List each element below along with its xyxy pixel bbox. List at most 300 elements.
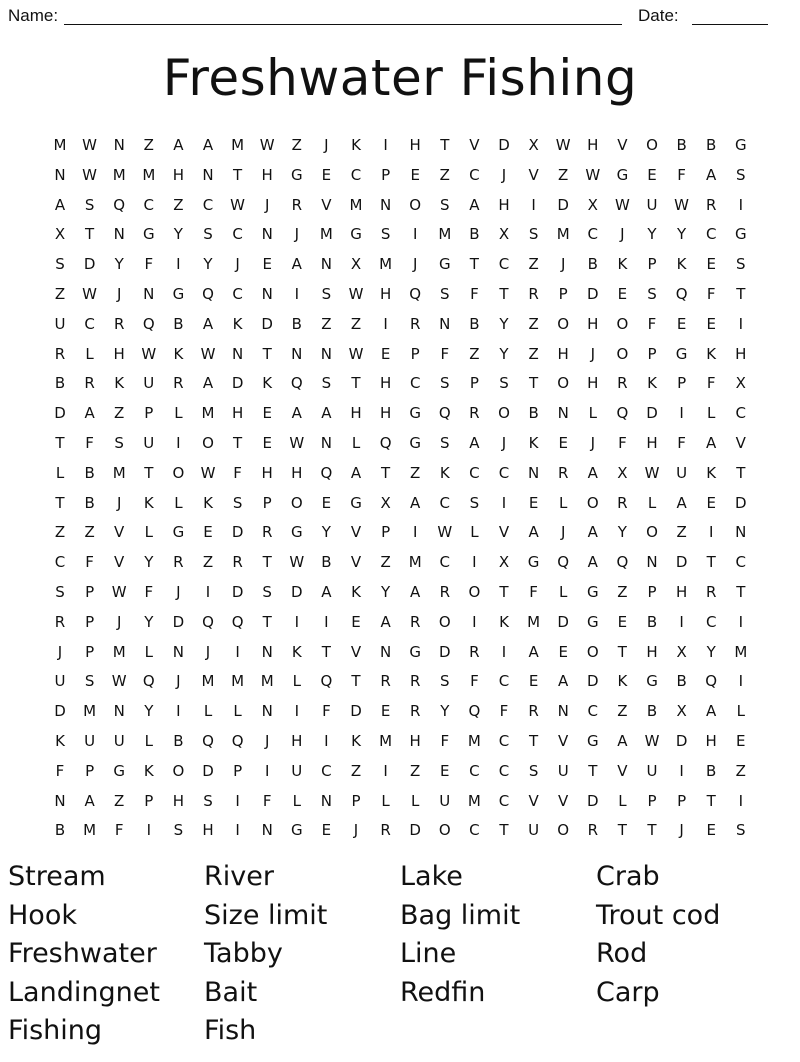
grid-letter: E [558, 642, 568, 661]
grid-letter: W [111, 583, 127, 601]
grid-letter: N [261, 285, 273, 303]
grid-letter: Z [114, 791, 125, 810]
grid-letter: Z [54, 523, 66, 542]
grid-letter: R [113, 314, 125, 333]
grid-letter: K [203, 493, 213, 512]
grid-letter: P [647, 791, 657, 810]
grid-letter: N [557, 702, 569, 721]
grid-letter: D [557, 195, 569, 214]
word-bank-item: Tabby [204, 938, 283, 970]
grid-letter: C [84, 314, 95, 333]
grid-letter: P [677, 791, 687, 810]
grid-letter: O [557, 314, 570, 333]
grid-letter: M [467, 732, 481, 750]
grid-letter: Z [676, 523, 687, 542]
grid-letter: S [380, 225, 391, 244]
grid-letter: H [587, 374, 599, 393]
grid-letter: D [54, 702, 66, 721]
grid-letter: S [262, 583, 272, 601]
grid-letter: L [144, 732, 153, 750]
grid-letter: I [176, 702, 181, 721]
grid-letter: A [558, 672, 569, 691]
grid-letter: I [294, 702, 300, 721]
grid-letter: Z [380, 553, 391, 572]
grid-letter: P [647, 255, 657, 274]
grid-letter: T [736, 463, 746, 482]
word-bank-item: Bag limit [400, 899, 521, 931]
grid-letter: S [173, 821, 184, 840]
grid-letter: F [144, 255, 154, 274]
grid-row [45, 815, 755, 845]
grid-letter: T [499, 285, 509, 303]
grid-letter: K [55, 732, 65, 750]
grid-letter: F [499, 702, 509, 721]
grid-letter: H [646, 642, 658, 661]
grid-letter: N [231, 344, 244, 363]
grid-letter: O [438, 821, 451, 840]
grid-letter: Q [142, 672, 155, 691]
grid-letter: E [262, 434, 272, 452]
grid-letter: A [706, 702, 717, 721]
grid-letter: R [291, 195, 303, 214]
grid-letter: L [411, 791, 420, 810]
grid-letter: S [440, 285, 450, 303]
grid-letter: T [233, 434, 243, 452]
grid-letter: B [646, 612, 658, 631]
grid-letter: A [380, 612, 391, 631]
grid-letter: S [736, 165, 746, 184]
grid-letter: F [144, 583, 154, 601]
grid-letter: B [291, 314, 302, 333]
grid-letter: Q [202, 732, 214, 750]
grid-letter: K [114, 374, 125, 393]
grid-letter: H [409, 732, 421, 750]
grid-letter: L [55, 463, 65, 482]
grid-letter: X [587, 195, 598, 214]
grid-letter: T [588, 761, 598, 780]
grid-letter: C [498, 732, 510, 750]
grid-letter: A [202, 374, 214, 393]
word-bank-item: Trout cod [596, 899, 721, 931]
grid-letter: H [291, 463, 303, 482]
grid-letter: S [440, 434, 450, 452]
grid-letter: Y [381, 583, 391, 601]
grid-letter: L [618, 791, 627, 810]
grid-letter: V [321, 195, 332, 214]
grid-letter: U [143, 434, 155, 452]
grid-letter: J [205, 642, 211, 661]
grid-letter: F [677, 434, 686, 452]
grid-letter: A [410, 493, 421, 512]
grid-letter: W [230, 195, 246, 214]
grid-letter: Y [144, 612, 154, 631]
word-bank-item: Bait [204, 976, 258, 1008]
grid-letter: X [498, 553, 510, 572]
grid-letter: U [528, 821, 540, 840]
grid-letter: I [679, 404, 684, 423]
grid-letter: Z [321, 314, 332, 333]
grid-letter: B [646, 702, 658, 721]
grid-letter: X [350, 255, 362, 274]
grid-letter: P [469, 374, 479, 393]
word-bank [8, 858, 792, 1058]
word-bank-item: Size limit [204, 899, 328, 931]
grid-letter: S [321, 285, 332, 303]
grid-letter: R [409, 702, 421, 721]
grid-letter: P [144, 791, 154, 810]
grid-letter: N [557, 404, 569, 423]
grid-letter: M [260, 672, 274, 691]
grid-letter: D [261, 314, 273, 333]
grid-letter: Z [143, 136, 154, 154]
grid-letter: L [174, 404, 183, 423]
grid-letter: Z [558, 165, 569, 184]
grid-letter: Q [113, 195, 126, 214]
grid-letter: G [172, 285, 185, 303]
grid-letter: R [439, 583, 451, 601]
grid-letter: O [616, 344, 629, 363]
grid-letter: N [54, 791, 66, 810]
word-bank-item: River [204, 861, 274, 892]
grid-row [45, 368, 755, 398]
grid-letter: N [320, 434, 332, 452]
grid-letter: R [380, 672, 391, 691]
grid-letter: Q [409, 285, 422, 303]
grid-letter: R [469, 404, 480, 423]
grid-letter: F [440, 344, 450, 363]
grid-letter: K [291, 642, 302, 661]
grid-letter: G [409, 434, 421, 452]
grid-letter: X [380, 493, 391, 512]
grid-letter: H [172, 165, 185, 184]
grid-letter: N [291, 344, 303, 363]
grid-letter: K [232, 314, 243, 333]
grid-letter: S [321, 374, 332, 393]
grid-letter: Q [468, 702, 481, 721]
grid-letter: O [172, 463, 185, 482]
grid-letter: R [528, 702, 539, 721]
grid-letter: N [735, 523, 747, 542]
grid-letter: U [557, 761, 569, 780]
grid-letter: R [409, 612, 421, 631]
grid-letter: L [85, 344, 94, 363]
grid-letter: G [586, 732, 599, 750]
grid-letter: E [380, 344, 391, 363]
grid-letter: C [54, 553, 66, 572]
grid-letter: X [735, 374, 746, 393]
grid-row [45, 547, 755, 577]
grid-letter: I [176, 434, 181, 452]
grid-letter: V [528, 791, 539, 810]
grid-letter: W [82, 285, 98, 303]
grid-letter: E [321, 821, 332, 840]
grid-letter: O [646, 523, 658, 542]
grid-letter: F [55, 761, 65, 780]
grid-letter: F [470, 672, 479, 691]
grid-letter: T [262, 344, 272, 363]
grid-letter: S [440, 195, 450, 214]
grid-letter: M [112, 642, 126, 661]
grid-letter: C [202, 195, 214, 214]
grid-letter: S [469, 493, 480, 512]
grid-letter: G [290, 523, 303, 542]
grid-letter: V [350, 553, 362, 572]
grid-letter: T [351, 672, 361, 691]
grid-letter: U [291, 761, 303, 780]
grid-letter: E [676, 314, 687, 333]
grid-letter: T [55, 434, 65, 452]
grid-letter: I [472, 553, 477, 572]
grid-letter: Z [291, 136, 302, 154]
grid-letter: O [646, 136, 658, 154]
grid-letter: J [116, 285, 122, 303]
grid-letter: C [498, 761, 510, 780]
grid-letter: D [231, 583, 244, 601]
grid-letter: L [381, 791, 390, 810]
grid-row [45, 398, 755, 428]
grid-letter: J [620, 225, 625, 244]
grid-letter: S [499, 374, 509, 393]
grid-letter: K [617, 672, 628, 691]
grid-letter: R [54, 344, 66, 363]
grid-letter: H [587, 136, 599, 154]
grid-letter: W [555, 136, 571, 154]
grid-letter: Z [114, 404, 125, 423]
grid-row [45, 309, 755, 339]
grid-letter: C [232, 225, 243, 244]
grid-letter: T [469, 255, 479, 274]
grid-letter: J [560, 255, 566, 274]
grid-letter: V [528, 165, 539, 184]
grid-letter: W [437, 523, 453, 542]
grid-letter: A [587, 463, 598, 482]
grid-letter: M [408, 553, 422, 572]
grid-letter: A [202, 136, 214, 154]
worksheet-header [8, 6, 768, 30]
grid-letter: Z [617, 702, 628, 721]
grid-letter: A [321, 583, 332, 601]
grid-letter: C [705, 612, 717, 631]
grid-letter: N [172, 642, 184, 661]
grid-letter: U [646, 195, 658, 214]
grid-letter: E [528, 672, 539, 691]
grid-letter: M [83, 821, 97, 840]
grid-letter: R [173, 374, 184, 393]
grid-letter: D [231, 374, 244, 393]
grid-letter: I [501, 493, 507, 512]
grid-letter: N [143, 285, 155, 303]
grid-letter: Q [142, 314, 155, 333]
grid-letter: C [232, 285, 243, 303]
grid-letter: J [501, 165, 507, 184]
word-bank-item: Rod [596, 938, 648, 970]
grid-letter: U [84, 732, 96, 750]
grid-letter: E [351, 612, 361, 631]
grid-letter: A [410, 583, 421, 601]
grid-letter: G [409, 642, 421, 661]
grid-row [45, 458, 755, 488]
grid-letter: R [617, 374, 628, 393]
grid-letter: P [85, 761, 95, 780]
grid-letter: J [294, 225, 300, 244]
grid-letter: R [173, 553, 184, 572]
grid-letter: X [528, 136, 539, 154]
grid-letter: E [558, 434, 568, 452]
grid-letter: H [379, 285, 392, 303]
name-blank-line [64, 24, 622, 25]
grid-letter: E [617, 612, 628, 631]
grid-letter: I [738, 672, 744, 691]
grid-letter: V [735, 434, 746, 452]
grid-letter: W [585, 165, 601, 184]
grid-letter: A [54, 195, 66, 214]
grid-letter: H [231, 404, 244, 423]
grid-letter: I [738, 314, 744, 333]
grid-letter: C [469, 821, 480, 840]
grid-letter: E [410, 165, 420, 184]
grid-letter: I [383, 314, 388, 333]
grid-letter: L [203, 702, 213, 721]
grid-letter: C [587, 702, 599, 721]
grid-letter: P [85, 612, 95, 631]
grid-letter: N [113, 702, 125, 721]
grid-letter: Y [203, 255, 213, 274]
grid-letter: Y [617, 523, 627, 542]
grid-letter: I [235, 791, 240, 810]
grid-letter: O [409, 195, 422, 214]
grid-letter: F [85, 553, 94, 572]
grid-letter: C [735, 404, 747, 423]
grid-letter: I [235, 642, 240, 661]
grid-letter: I [412, 225, 418, 244]
grid-letter: F [470, 285, 479, 303]
grid-letter: R [557, 463, 569, 482]
grid-letter: T [529, 732, 539, 750]
grid-letter: V [469, 136, 480, 154]
grid-letter: G [350, 493, 362, 512]
grid-letter: B [676, 136, 687, 154]
grid-letter: S [203, 225, 213, 244]
grid-letter: B [469, 314, 480, 333]
grid-letter: H [113, 344, 125, 363]
grid-letter: D [646, 404, 658, 423]
grid-letter: K [262, 374, 273, 393]
grid-letter: K [351, 136, 361, 154]
grid-letter: S [647, 285, 657, 303]
grid-letter: V [558, 791, 569, 810]
grid-letter: Z [617, 583, 628, 601]
grid-letter: W [289, 434, 305, 452]
grid-letter: I [324, 612, 329, 631]
grid-letter: D [172, 612, 185, 631]
grid-letter: E [736, 732, 746, 750]
grid-letter: S [84, 195, 95, 214]
grid-letter: B [84, 493, 95, 512]
grid-letter: D [587, 672, 599, 691]
grid-letter: T [736, 285, 746, 303]
grid-letter: I [264, 761, 270, 780]
grid-row [45, 517, 755, 547]
grid-letter: O [468, 583, 481, 601]
word-bank-item: Line [400, 938, 457, 970]
grid-letter: W [289, 553, 305, 572]
word-bank-item: Freshwater [8, 938, 157, 970]
grid-letter: D [350, 702, 362, 721]
grid-letter: G [409, 404, 421, 423]
grid-letter: Y [440, 702, 450, 721]
grid-letter: B [84, 463, 95, 482]
grid-letter: M [231, 672, 245, 691]
grid-letter: W [674, 195, 690, 214]
grid-letter: E [706, 821, 716, 840]
grid-letter: R [380, 821, 391, 840]
grid-letter: C [350, 165, 362, 184]
grid-letter: Z [173, 195, 184, 214]
grid-letter: W [644, 463, 660, 482]
grid-letter: D [735, 493, 747, 512]
grid-letter: T [529, 374, 539, 393]
grid-letter: L [736, 702, 745, 721]
grid-letter: L [351, 434, 361, 452]
grid-letter: N [527, 463, 540, 482]
grid-letter: X [54, 225, 66, 244]
grid-letter: A [84, 404, 95, 423]
grid-letter: E [706, 255, 716, 274]
grid-letter: B [54, 821, 66, 840]
grid-letter: O [616, 314, 629, 333]
grid-letter: T [617, 642, 627, 661]
grid-letter: S [232, 493, 243, 512]
grid-letter: C [439, 493, 451, 512]
grid-letter: I [738, 612, 744, 631]
grid-letter: H [498, 195, 510, 214]
grid-letter: M [201, 404, 215, 423]
grid-row [45, 190, 755, 220]
grid-letter: A [528, 642, 539, 661]
grid-letter: Z [528, 344, 539, 363]
grid-letter: L [559, 493, 568, 512]
grid-row [45, 756, 755, 786]
grid-letter: N [113, 225, 125, 244]
grid-letter: J [176, 672, 181, 691]
grid-letter: D [587, 791, 599, 810]
grid-row [45, 637, 755, 667]
grid-letter: C [498, 463, 510, 482]
grid-letter: E [262, 255, 272, 274]
grid-letter: I [205, 583, 211, 601]
grid-letter: H [350, 404, 362, 423]
grid-letter: O [557, 821, 570, 840]
grid-letter: Y [647, 225, 657, 244]
grid-letter: A [469, 434, 480, 452]
grid-letter: E [203, 523, 213, 542]
grid-letter: W [200, 344, 216, 363]
grid-letter: K [676, 255, 687, 274]
grid-letter: V [617, 761, 628, 780]
date-blank-line [692, 24, 768, 25]
grid-letter: G [290, 165, 303, 184]
grid-letter: C [469, 165, 480, 184]
grid-letter: G [350, 225, 362, 244]
grid-letter: S [55, 255, 65, 274]
grid-letter: P [351, 791, 361, 810]
grid-letter: D [587, 285, 599, 303]
grid-letter: X [498, 225, 510, 244]
grid-letter: A [84, 791, 95, 810]
grid-letter: R [232, 553, 243, 572]
grid-letter: G [172, 523, 185, 542]
grid-letter: O [586, 642, 599, 661]
